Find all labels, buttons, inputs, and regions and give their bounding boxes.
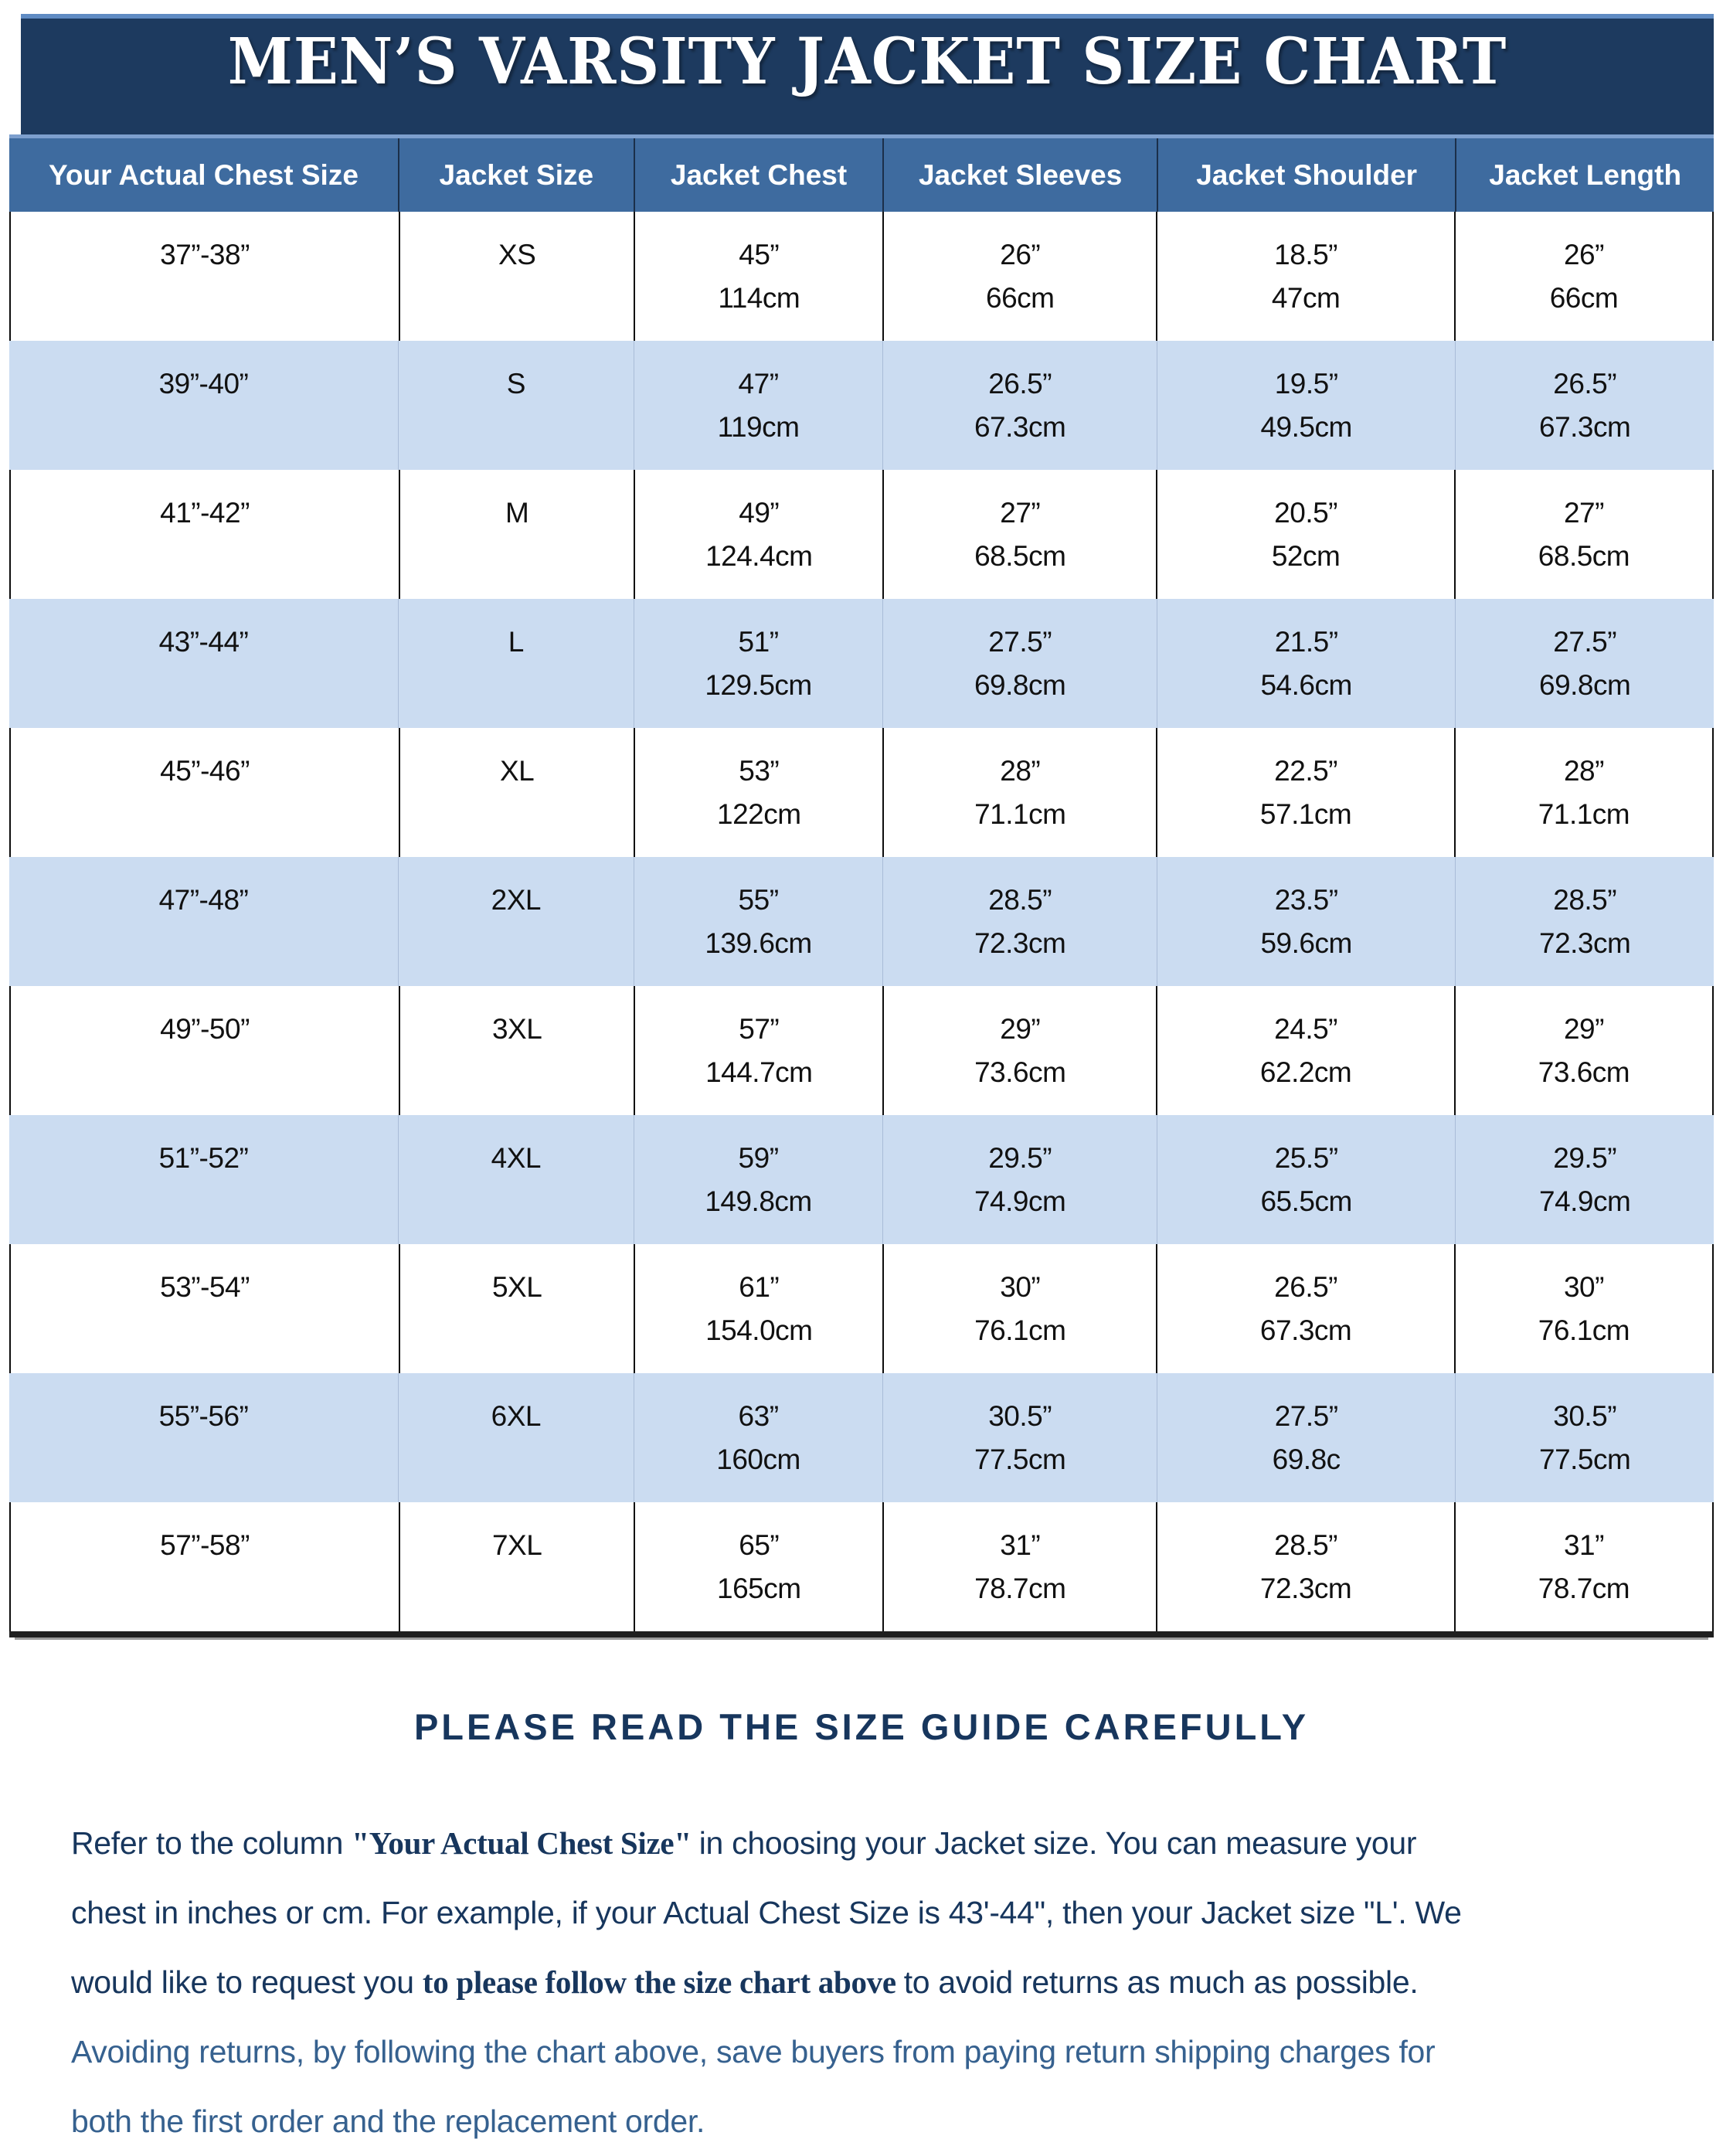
table-row-5xl	[9, 1244, 1714, 1373]
cell-inches-value: 3XL	[491, 1012, 542, 1045]
table-row-4xl	[9, 1115, 1714, 1244]
table-cell	[634, 1502, 882, 1631]
cell-inches-value: 27.5”	[988, 625, 1052, 658]
cell-cm-value	[512, 406, 520, 449]
cell-cm-value: 59.6cm	[1260, 927, 1352, 959]
cell-cm-value: 67.3cm	[1539, 410, 1631, 443]
cell-cm-value: 154.0cm	[705, 1314, 813, 1346]
cell-inches-value: 55”-56”	[158, 1399, 249, 1432]
cell-cm-value: 67.3cm	[1259, 1314, 1352, 1346]
table-cell	[11, 986, 399, 1115]
cell-cm-value: 71.1cm	[1538, 797, 1630, 830]
table-cell	[398, 1373, 634, 1502]
cell-inches-value: 51”	[738, 625, 779, 658]
cell-inches-value: 7XL	[491, 1529, 542, 1561]
cell-inches-value: 57”-58”	[160, 1529, 250, 1561]
cell-inches-value: 30”	[1563, 1270, 1604, 1303]
table-cell	[399, 470, 634, 599]
cell-cm-value	[200, 664, 208, 707]
cell-cm-value: 77.5cm	[1539, 1443, 1631, 1475]
table-cell	[1455, 1373, 1714, 1502]
cell-cm-value	[200, 1180, 208, 1223]
cell-cm-value: 49.5cm	[1260, 410, 1352, 443]
cell-inches-value: XL	[500, 754, 535, 787]
cell-cm-value: 66cm	[1549, 281, 1619, 314]
cell-inches-value: 43”-44”	[158, 625, 249, 658]
cell-cm-value: 149.8cm	[705, 1185, 812, 1217]
table-cell	[399, 1502, 634, 1631]
cell-inches-value: 30”	[1000, 1270, 1041, 1303]
cell-cm-value: 57.1cm	[1259, 797, 1352, 830]
table-cell	[1455, 1115, 1714, 1244]
cell-cm-value	[200, 922, 208, 965]
table-cell	[1156, 470, 1454, 599]
cell-inches-value: 30.5”	[1553, 1399, 1617, 1432]
cell-cm-value: 62.2cm	[1259, 1056, 1352, 1088]
cell-cm-value: 72.3cm	[974, 927, 1066, 959]
cell-inches-value: 2XL	[491, 883, 541, 916]
table-cell	[882, 857, 1157, 986]
cell-inches-value: 29”	[1000, 1012, 1041, 1045]
cell-cm-value: 165cm	[717, 1572, 801, 1604]
table-row-xs	[9, 212, 1714, 341]
table-cell	[399, 986, 634, 1115]
cell-cm-value: 78.7cm	[1538, 1572, 1630, 1604]
cell-inches-value: 59”	[738, 1141, 779, 1174]
cell-inches-value: 26”	[1000, 238, 1041, 270]
table-cell	[9, 599, 398, 728]
cell-cm-value: 122cm	[717, 797, 801, 830]
table-cell	[399, 212, 634, 341]
cell-cm-value	[512, 1438, 520, 1481]
cell-cm-value	[513, 277, 521, 320]
cell-inches-value: 39”-40”	[158, 367, 249, 400]
cell-inches-value: 27”	[1000, 496, 1041, 529]
table-cell	[398, 1115, 634, 1244]
cell-inches-value: 28.5”	[1553, 883, 1617, 916]
cell-cm-value: 124.4cm	[705, 539, 813, 572]
cell-inches-value: 45”	[739, 238, 780, 270]
table-cell	[398, 857, 634, 986]
table-cell	[1156, 1502, 1454, 1631]
cell-cm-value: 72.3cm	[1539, 927, 1631, 959]
table-cell	[634, 470, 882, 599]
table-cell	[1455, 341, 1714, 470]
cell-cm-value: 76.1cm	[1538, 1314, 1630, 1346]
cell-inches-value: S	[506, 367, 525, 400]
cell-cm-value: 77.5cm	[974, 1443, 1066, 1475]
table-cell	[11, 1502, 399, 1631]
cell-inches-value: 41”-42”	[160, 496, 250, 529]
cell-inches-value: 57”	[739, 1012, 780, 1045]
cell-inches-value: 29.5”	[1553, 1141, 1617, 1174]
cell-inches-value: 30.5”	[988, 1399, 1052, 1432]
table-cell	[882, 599, 1157, 728]
cell-cm-value: 72.3cm	[1259, 1572, 1352, 1604]
table-cell	[1455, 857, 1714, 986]
guide-text-segment: in choosing your Jacket size. You can measure your chest in inches or cm. For example, if your Actual Chest Size is 43'-44", then your Jacket size "L'. We would like to request you	[71, 1825, 1462, 2000]
table-row-m	[9, 470, 1714, 599]
guide-text-segment: to avoid returns as much as possible.	[903, 1964, 1419, 2000]
cell-inches-value: 21.5”	[1274, 625, 1338, 658]
cell-cm-value	[512, 664, 520, 707]
table-cell	[398, 599, 634, 728]
cell-inches-value: 49”-50”	[160, 1012, 250, 1045]
cell-cm-value: 129.5cm	[705, 668, 812, 701]
cell-inches-value: 51”-52”	[158, 1141, 249, 1174]
cell-cm-value	[513, 793, 521, 836]
size-chart-table-wrap	[9, 14, 1714, 1637]
table-cell	[9, 341, 398, 470]
size-table-body	[9, 212, 1714, 1637]
cell-inches-value: 26.5”	[1274, 1270, 1338, 1303]
size-guide-heading: PLEASE READ THE SIZE GUIDE CAREFULLY	[413, 1706, 1310, 1747]
table-cell	[399, 1244, 634, 1373]
cell-cm-value	[201, 1309, 209, 1352]
table-cell	[1157, 1373, 1455, 1502]
cell-inches-value: 26.5”	[1553, 367, 1617, 400]
table-cell	[1156, 212, 1454, 341]
cell-cm-value: 73.6cm	[1538, 1056, 1630, 1088]
cell-inches-value: 31”	[1563, 1529, 1604, 1561]
cell-cm-value	[201, 1567, 209, 1610]
table-cell	[634, 1244, 882, 1373]
cell-cm-value: 52cm	[1271, 539, 1341, 572]
cell-inches-value: 23.5”	[1274, 883, 1338, 916]
cell-cm-value: 78.7cm	[974, 1572, 1066, 1604]
cell-cm-value: 69.8c	[1272, 1443, 1341, 1475]
cell-cm-value: 160cm	[716, 1443, 800, 1475]
table-cell	[9, 857, 398, 986]
cell-inches-value: 5XL	[491, 1270, 542, 1303]
cell-inches-value: M	[505, 496, 529, 529]
cell-cm-value: 119cm	[717, 410, 800, 443]
table-row-xl	[9, 728, 1714, 857]
cell-cm-value	[513, 1567, 521, 1610]
table-cell	[1454, 1244, 1712, 1373]
table-cell	[882, 1373, 1157, 1502]
table-cell	[1454, 212, 1712, 341]
cell-cm-value: 68.5cm	[1538, 539, 1630, 572]
cell-cm-value: 54.6cm	[1260, 668, 1352, 701]
table-cell	[11, 212, 399, 341]
cell-inches-value: 28.5”	[988, 883, 1052, 916]
table-cell	[1157, 341, 1455, 470]
cell-inches-value: 24.5”	[1274, 1012, 1338, 1045]
table-cell	[11, 1244, 399, 1373]
cell-inches-value: 37”-38”	[160, 238, 250, 270]
cell-cm-value: 69.8cm	[1539, 668, 1631, 701]
cell-cm-value	[201, 793, 209, 836]
table-cell	[9, 1115, 398, 1244]
cell-inches-value: 20.5”	[1274, 496, 1338, 529]
table-cell	[634, 1115, 883, 1244]
size-table-header-row	[9, 134, 1714, 212]
cell-inches-value: 28”	[1563, 754, 1604, 787]
table-row-2xl	[9, 857, 1714, 986]
cell-inches-value: 25.5”	[1274, 1141, 1338, 1174]
cell-cm-value: 66cm	[986, 281, 1055, 314]
cell-inches-value: 28”	[1000, 754, 1041, 787]
table-cell	[11, 470, 399, 599]
size-table	[9, 134, 1714, 1637]
cell-inches-value: 55”	[738, 883, 779, 916]
cell-inches-value: 53”	[739, 754, 780, 787]
table-cell	[882, 728, 1156, 857]
cell-cm-value	[200, 1438, 208, 1481]
table-cell	[1454, 986, 1712, 1115]
table-cell	[634, 599, 883, 728]
cell-cm-value: 74.9cm	[1539, 1185, 1631, 1217]
cell-cm-value: 69.8cm	[974, 668, 1066, 701]
column-header-jacket-size: Jacket Size	[398, 138, 634, 212]
cell-cm-value	[513, 1051, 521, 1094]
size-guide-section	[0, 1637, 1723, 2156]
table-cell	[634, 857, 883, 986]
table-cell	[1454, 1502, 1712, 1631]
table-cell	[1157, 857, 1455, 986]
cell-inches-value: 27.5”	[1553, 625, 1617, 658]
table-cell	[9, 1373, 398, 1502]
cell-inches-value: L	[508, 625, 524, 658]
table-cell	[882, 470, 1156, 599]
chart-title-bar	[21, 19, 1714, 134]
cell-inches-value: 65”	[739, 1529, 780, 1561]
table-cell	[634, 212, 882, 341]
cell-cm-value: 73.6cm	[974, 1056, 1066, 1088]
column-header-jacket-shoulder: Jacket Shoulder	[1157, 138, 1455, 212]
table-row-7xl	[9, 1502, 1714, 1631]
table-cell	[1156, 1244, 1454, 1373]
cell-cm-value: 74.9cm	[974, 1185, 1066, 1217]
cell-inches-value: 22.5”	[1274, 754, 1338, 787]
table-cell	[1156, 986, 1454, 1115]
cell-cm-value: 67.3cm	[974, 410, 1066, 443]
cell-inches-value: 26”	[1563, 238, 1604, 270]
table-cell	[1454, 470, 1712, 599]
cell-inches-value: 61”	[739, 1270, 780, 1303]
table-cell	[1157, 599, 1455, 728]
column-header-jacket-length: Jacket Length	[1455, 138, 1714, 212]
cell-inches-value: 31”	[1000, 1529, 1041, 1561]
cell-inches-value: 47”-48”	[158, 883, 249, 916]
guide-text-segment: Avoiding returns, by following the chart above, save buyers from paying return shipping charges for both the first order and the replacement order.	[71, 2034, 1436, 2139]
cell-cm-value: 71.1cm	[974, 797, 1066, 830]
table-cell	[399, 728, 634, 857]
cell-inches-value: 47”	[738, 367, 779, 400]
guide-text-segment: "Your Actual Chest Size"	[352, 1825, 699, 1861]
chart-title: MEN’S VARSITY JACKET SIZE CHART	[227, 23, 1507, 99]
cell-cm-value: 68.5cm	[974, 539, 1066, 572]
table-row-3xl	[9, 986, 1714, 1115]
cell-inches-value: 6XL	[491, 1399, 541, 1432]
cell-inches-value: 29.5”	[988, 1141, 1052, 1174]
cell-cm-value	[200, 406, 208, 449]
table-cell	[398, 341, 634, 470]
cell-cm-value: 76.1cm	[974, 1314, 1066, 1346]
table-cell	[882, 212, 1156, 341]
table-cell	[1455, 599, 1714, 728]
size-guide-paragraph	[71, 1808, 1491, 2156]
cell-inches-value: 63”	[738, 1399, 779, 1432]
table-cell	[882, 1502, 1156, 1631]
cell-cm-value: 65.5cm	[1260, 1185, 1352, 1217]
cell-inches-value: 28.5”	[1274, 1529, 1338, 1561]
table-cell	[634, 1373, 883, 1502]
cell-cm-value	[512, 922, 520, 965]
table-cell	[882, 341, 1157, 470]
table-row-l	[9, 599, 1714, 728]
cell-inches-value: 27”	[1563, 496, 1604, 529]
cell-inches-value: 27.5”	[1274, 1399, 1338, 1432]
cell-cm-value	[513, 535, 521, 578]
cell-inches-value: 18.5”	[1274, 238, 1338, 270]
table-row-6xl	[9, 1373, 1714, 1502]
table-cell	[882, 1244, 1156, 1373]
table-cell	[634, 341, 883, 470]
table-cell	[882, 1115, 1157, 1244]
cell-inches-value: 19.5”	[1274, 367, 1338, 400]
table-cell	[634, 986, 882, 1115]
table-row-s	[9, 341, 1714, 470]
guide-text-segment: to please follow the size chart above	[422, 1964, 904, 2000]
cell-cm-value	[201, 535, 209, 578]
guide-text-segment: Refer to the column	[71, 1825, 352, 1861]
cell-cm-value	[512, 1180, 520, 1223]
cell-inches-value: 26.5”	[988, 367, 1052, 400]
cell-cm-value	[201, 277, 209, 320]
cell-inches-value: 49”	[739, 496, 780, 529]
cell-inches-value: XS	[498, 238, 536, 270]
table-cell	[1454, 728, 1712, 857]
table-cell	[1157, 1115, 1455, 1244]
cell-cm-value: 139.6cm	[705, 927, 812, 959]
cell-cm-value: 47cm	[1271, 281, 1341, 314]
cell-cm-value	[201, 1051, 209, 1094]
column-header-jacket-chest: Jacket Chest	[634, 138, 883, 212]
cell-cm-value: 114cm	[718, 281, 800, 314]
table-cell	[1156, 728, 1454, 857]
column-header-your-actual-chest-size: Your Actual Chest Size	[49, 158, 359, 191]
table-cell	[634, 728, 882, 857]
cell-inches-value: 53”-54”	[160, 1270, 250, 1303]
column-header-jacket-sleeves: Jacket Sleeves	[882, 138, 1157, 212]
table-cell	[882, 986, 1156, 1115]
cell-inches-value: 4XL	[491, 1141, 541, 1174]
cell-inches-value: 45”-46”	[160, 754, 250, 787]
cell-inches-value: 29”	[1563, 1012, 1604, 1045]
cell-cm-value	[513, 1309, 521, 1352]
cell-cm-value: 144.7cm	[705, 1056, 813, 1088]
table-cell	[11, 728, 399, 857]
